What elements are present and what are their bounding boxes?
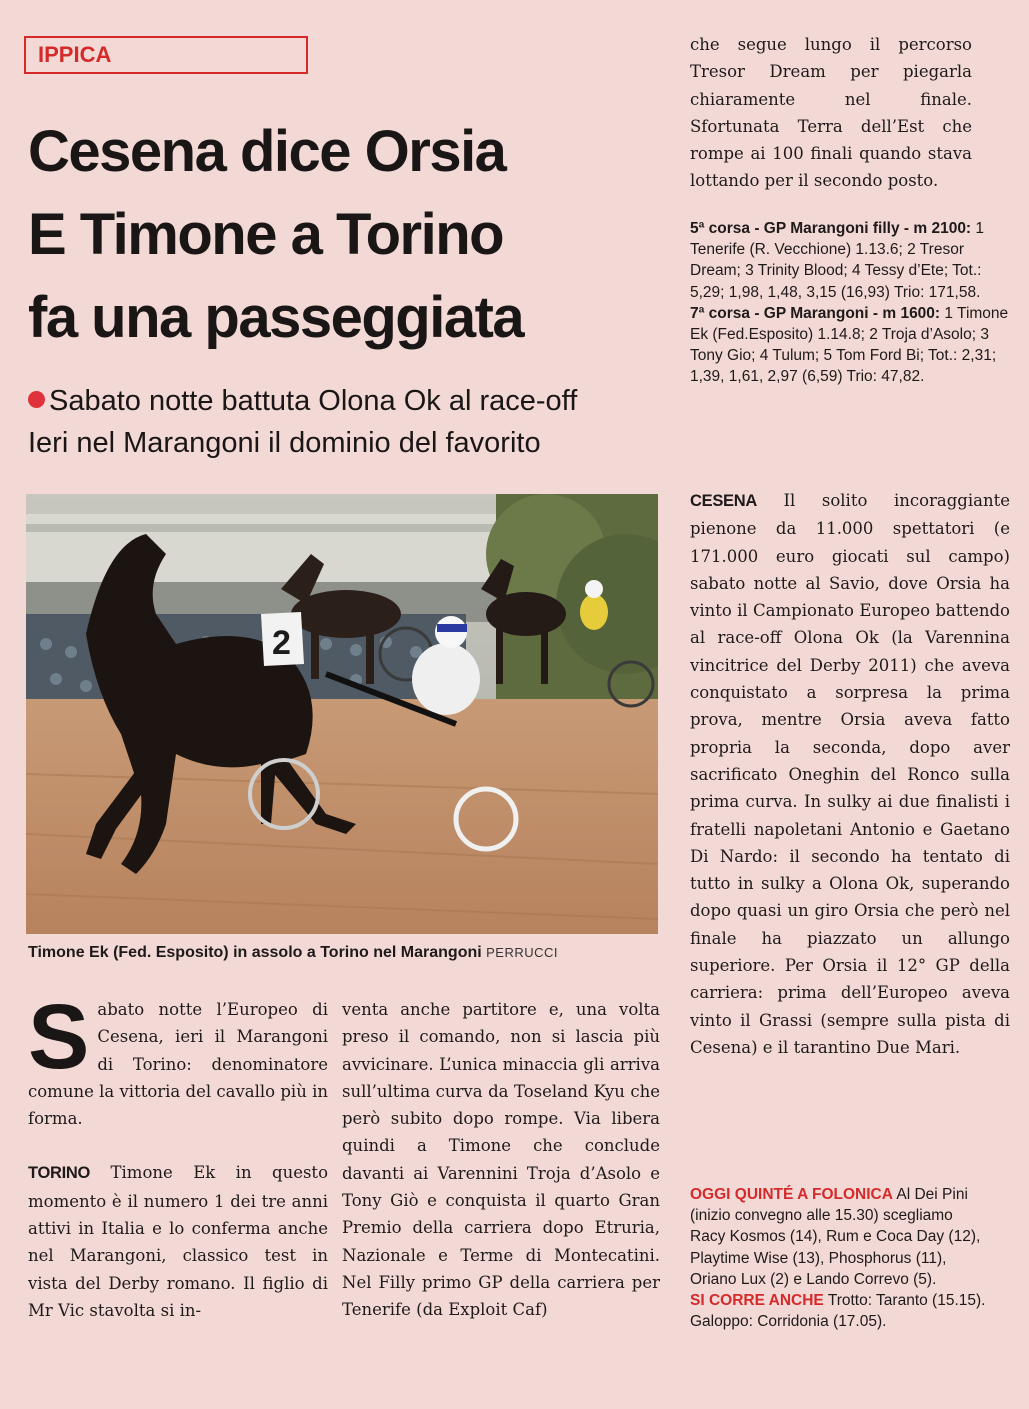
result-text: 1 Timone Ek (Fed.Esposito) 1.14.8; 2 Troja d’Asolo; 3 Tony Gio; 4 Tulum; 5 Tom Ford Bi; Tot.: 2,31; 1,39, 1,61, 2,97 (6,59) Trio: 47,82. [690,304,1009,386]
cesena-lead: CESENA [690,492,757,510]
photo-credit: PERRUCCI [486,945,559,960]
cesena-paragraph [690,487,1010,1061]
short-text: Al Dei Pini (inizio convegno alle 15.30) scegliamo Racy Kosmos (14), Rum e Coca Day (12), Playtime Wise (13), Phosphorus (11), Oriano Lux (2) e Lando Correvo (5). [690,1186,981,1288]
subhead-line-1: Sabato notte battuta Olona Ok al race-off [49,385,578,417]
headline [28,110,668,359]
torino-lead: TORINO [28,1164,91,1183]
result-lead: 7ª corsa - GP Marangoni - m 1600: [690,304,941,322]
cesena-article [690,487,1010,1061]
short-item [690,1184,990,1290]
result-lead: 5ª corsa - GP Marangoni filly - m 2100: [690,220,972,237]
article-column-1 [28,986,328,1324]
torino-text-2: venta anche partitore e, una volta preso il comando, non si lascia più avvicinare. L’unica minaccia gli arriva sull’ultima curva da Toseland Kyu che però subito dopo rompe. Via libera quindi a Timone che conclude davanti ai Varennini Troja d’Asolo e Tony Giò e conquista il quarto Gran Premio della carriera dopo Etruria, Nazionale e Terme di Montecatini. Nel Filly primo GP della carriera per Tenerife (da Exploit Caf) [342,1000,660,1320]
short-text: Trotto: Taranto (15.15). Galoppo: Corridonia (17.05). [690,1292,986,1331]
result-text: 1 Tenerife (R. Vecchione) 1.13.6; 2 Tresor Dream; 3 Trinity Blood; 4 Tessy d’Ete; Tot.: 5,29; 1,98, 1,48, 3,15 (16,93) Trio: 171,58. [690,220,985,301]
saddle-number: 2 [272,624,291,662]
article-column-2 [342,996,660,1324]
drop-cap: S [28,986,90,1088]
short-item [690,1290,990,1332]
subhead-line-2: Ieri nel Marangoni il dominio del favorito [28,427,541,459]
cesena-text: Il solito incoraggiante pienone da 11.000 spettatori (e 171.000 euro giocati sul campo) sabato notte al Savio, dove Orsia ha vinto il Campionato Europeo battendo al race-off Olona Ok (la Varennina vincitrice del Derby 2011) che aveva conquistato a sorpresa la prima prova, mentre Orsia aveva fatto propria la seconda, dopo aver sacrificato Oneghin del Ronco sulla prima curva. In sulky ai due finalisti i fratelli napoletani Antonio e Gaetano Di Nardo: il secondo ha tentato di tutto in sulky a Olona Ok, superando dopo quasi un giro Orsia che però nel finale ha piazzato un allungo superiore. Per Orsia il 12° GP della carriera: prima dell’Europeo aveva vinto il Grassi (sempre sulla pista di Cesena) e il tarantino Due Mari. [690,491,1011,1057]
article-column-3 [690,31,972,195]
headline-line-1: Cesena dice Orsia [28,119,506,184]
subheadline [28,380,668,464]
result-item [690,218,1010,303]
race-photo [26,494,658,934]
race-results [690,218,1010,388]
torino-text-1: Timone Ek in questo momento è il numero 1 dei tre anni attivi in Italia e lo conferma anche nel Marangoni, classico test in vista del Derby romano. Il figlio di Mr Vic stavolta si in- [28,1163,328,1320]
caption-text: Timone Ek (Fed. Esposito) in assolo a Torino nel Marangoni [28,944,482,961]
headline-line-3: fa una passeggiata [28,285,524,350]
torino-paragraph [28,1159,328,1324]
photo-caption [28,944,662,962]
short-lead: OGGI QUINTÉ A FOLONICA [690,1186,893,1203]
intro-text: abato notte l’Europeo di Cesena, ieri il Marangoni di Torino: denominatore comune la vittoria del cavallo più in forma. [28,1000,328,1129]
result-item [690,303,1010,388]
intro-paragraph [28,986,328,1132]
bullet-icon [28,391,45,408]
short-news [690,1184,990,1332]
short-lead: SI CORRE ANCHE [690,1292,824,1310]
section-label: IPPICA [24,36,308,74]
headline-line-2: E Timone a Torino [28,202,504,267]
torino-text-3: che segue lungo il percorso Tresor Dream per piegarla chiaramente nel finale. Sfortunata Terra dell’Est che rompe ai 100 finali quando stava lottando per il secondo posto. [690,35,972,191]
